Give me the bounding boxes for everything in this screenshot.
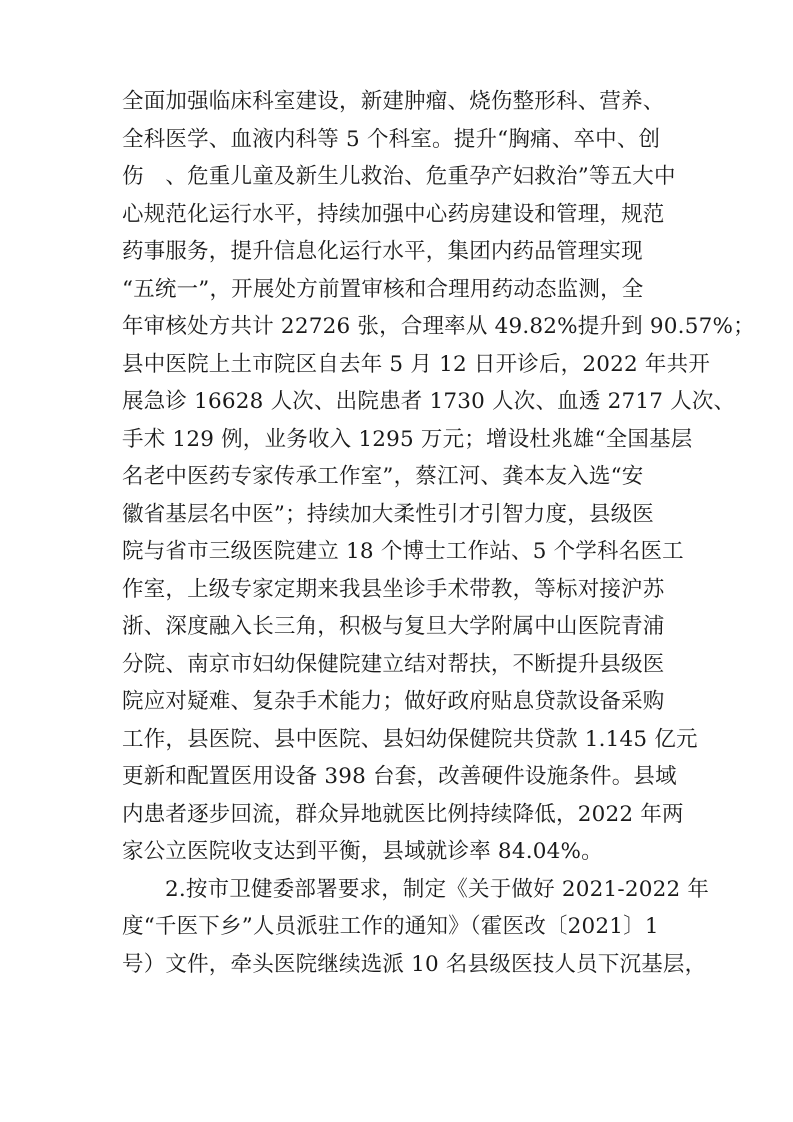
text-line: 作室，上级专家定期来我县坐诊手术带教，等标对接沪苏 <box>122 576 665 602</box>
text-line: 全面加强临床科室建设，新建肿瘤、烧伤整形科、营养、 <box>122 89 665 114</box>
text-line: 年审核处方共计 22726 张，合理率从 49.82%提升到 90.57%； <box>122 314 755 339</box>
text-line: 工作，县医院、县中医院、县妇幼保健院共贷款 1.145 亿元 <box>122 726 698 752</box>
text-line: 手术 129 例，业务收入 1295 万元；增设杜兆雄“全国基层 <box>122 426 693 452</box>
text-line: 内患者逐步回流，群众异地就医比例持续降低，2022 年两 <box>122 801 684 827</box>
text-line: 号）文件，牵头医院继续选派 10 名县级医技人员下沉基层， <box>122 951 707 977</box>
text-line: 浙、深度融入长三角，积极与复旦大学附属中山医院青浦 <box>122 614 665 639</box>
text-line: 度“千医下乡”人员派驻工作的通知》（霍医改〔2021〕1 <box>122 914 659 939</box>
text-line: 徽省基层名中医”；持续加大柔性引才引智力度，县级医 <box>122 501 654 527</box>
text-line: 伤 、危重儿童及新生儿救治、危重孕产妇救治”等五大中 <box>122 164 676 189</box>
text-line: 院应对疑难、复杂手术能力；做好政府贴息贷款设备采购 <box>122 689 665 714</box>
text-line: 更新和配置医用设备 398 台套，改善硬件设施条件。县域 <box>122 764 677 789</box>
text-line: “五统一”，开展处方前置审核和合理用药动态监测，全 <box>122 276 644 302</box>
body-text <box>122 83 755 983</box>
text-line: 心规范化运行水平，持续加强中心药房建设和管理，规范 <box>122 201 665 227</box>
text-line: 药事服务，提升信息化运行水平，集团内药品管理实现 <box>122 239 643 264</box>
text-line: 全科医学、血液内科等 5 个科室。提升“胸痛、卒中、创 <box>122 126 661 152</box>
text-line: 院与省市三级医院建立 18 个博士工作站、5 个学科名医工 <box>122 539 684 564</box>
text-line: 展急诊 16628 人次、出院患者 1730 人次、血透 2717 人次、 <box>122 389 736 414</box>
text-line: 名老中医药专家传承工作室”，蔡江河、龚本友入选“安 <box>122 464 644 489</box>
text-line: 家公立医院收支达到平衡，县域就诊率 84.04%。 <box>122 839 603 864</box>
text-line: 县中医院上土市院区自去年 5 月 12 日开诊后，2022 年共开 <box>122 351 711 377</box>
paragraph-start-line: 2.按市卫健委部署要求，制定《关于做好 2021-2022 年 <box>165 876 710 902</box>
text-line: 分院、南京市妇幼保健院建立结对帮扶，不断提升县级医 <box>122 651 665 677</box>
